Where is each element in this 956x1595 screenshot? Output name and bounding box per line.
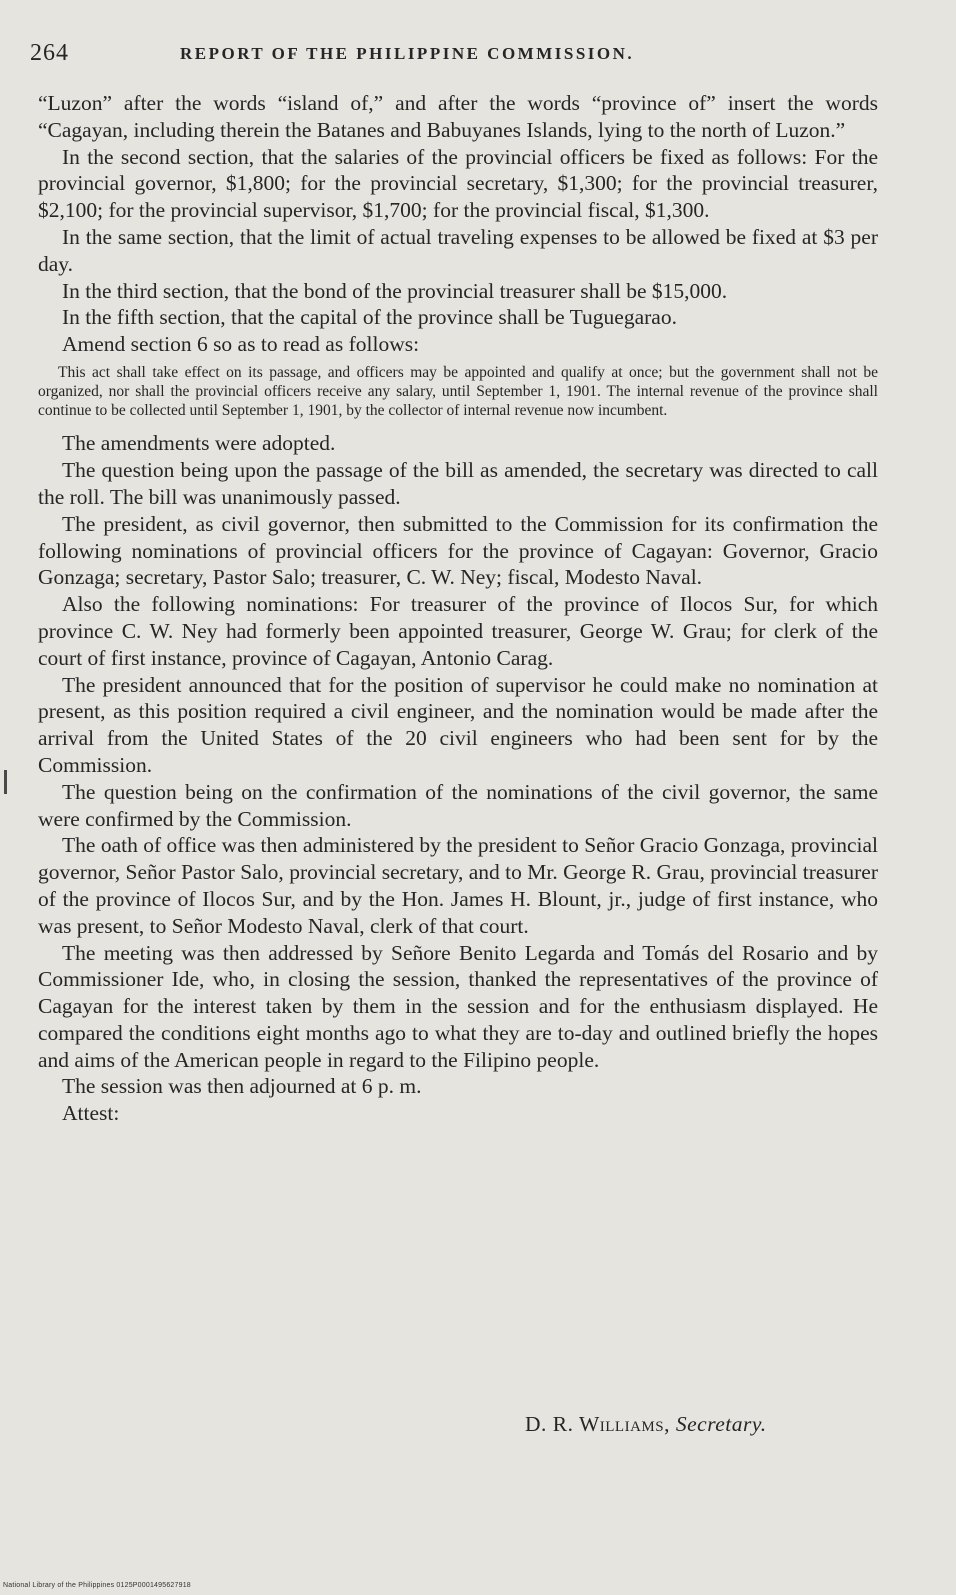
paragraph: In the third section, that the bond of the provincial treasurer shall be $15,000. [62, 278, 728, 303]
page-header [30, 40, 870, 70]
body-text [38, 90, 878, 1127]
signature-title: Secretary. [675, 1412, 767, 1436]
paragraph: The president announced that for the position of supervisor he could make no nomination at present, as this position required a civil engineer, and the nomination would be made after the arrival from the United States of the 20 civil engineers who had been sent for by the Commission. [38, 672, 878, 777]
paragraph: The meeting was then addressed by Señore Benito Legarda and Tomás del Rosario and by Commissioner Ide, who, in closing the session, thanked the representatives of the province of Cagayan for the interest taken by them in the session and for the enthusiasm displayed. He compared the conditions eight months ago to what they are to-day and outlined briefly the hopes and aims of the American people in regard to the Filipino people. [38, 940, 878, 1072]
paragraph: Amend section 6 so as to read as follows: [62, 332, 420, 357]
footer-credit: National Library of the Philippines 0125P0001495627918 [3, 1582, 191, 1589]
page-number: 264 [30, 40, 69, 66]
paragraph: The amendments were adopted. [62, 431, 336, 456]
paragraph: The president, as civil governor, then submitted to the Commission for its confirmation the following nominations of provincial officers for the province of Cagayan: Governor, Gracio Gonzaga; secretary, Pastor Salo; treasurer, C. W. Ney; fiscal, Modesto Naval. [38, 511, 878, 590]
signature [525, 1412, 767, 1437]
paragraph: The oath of office was then administered by the president to Señor Gracio Gonzaga, provincial governor, Señor Pastor Salo, provincial secretary, and to Mr. George R. Grau, provincial treasurer of the province of Ilocos Sur, and by the Hon. James H. Blount, jr., judge of first instance, who was present, to Señor Modesto Naval, clerk of that court. [38, 833, 878, 938]
paragraph: In the fifth section, that the capital of the province shall be Tuguegarao. [62, 305, 677, 330]
quoted-section: This act shall take effect on its passage, and officers may be appointed and qualify at once; but the government shall not be organized, nor shall the provincial officers receive any salary, until September 1, 1901. The internal revenue of the province shall continue to be collected until September 1, 1901, by the collector of internal revenue now incumbent. [38, 363, 878, 419]
running-title: REPORT OF THE PHILIPPINE COMMISSION. [180, 44, 635, 63]
paragraph: “Luzon” after the words “island of,” and after the words “province of” insert the words “Cagayan, including therein the Batanes and Babuyanes Islands, lying to the north of Luzon.” [38, 91, 878, 142]
paragraph: In the second section, that the salaries of the provincial officers be fixed as follows: For the provincial governor, $1,800; for the provincial secretary, $1,300; for the provincial treasurer, $2,100; for the provincial supervisor, $1,700; for the provincial fiscal, $1,300. [38, 144, 878, 223]
signature-name: D. R. Williams, [525, 1412, 670, 1436]
paragraph: Attest: [62, 1101, 120, 1126]
paragraph: Also the following nominations: For treasurer of the province of Ilocos Sur, for which province C. W. Ney had formerly been appointed treasurer, George W. Grau; for clerk of the court of first instance, province of Cagayan, Antonio Carag. [38, 592, 878, 670]
margin-mark [4, 770, 7, 794]
paragraph: In the same section, that the limit of actual traveling expenses to be allowed be fixed at $3 per day. [38, 224, 878, 276]
paragraph: The question being on the confirmation of the nominations of the civil governor, the same were confirmed by the Commission. [38, 779, 878, 831]
paragraph: The session was then adjourned at 6 p. m. [62, 1074, 422, 1099]
paragraph: The question being upon the passage of the bill as amended, the secretary was directed to call the roll. The bill was unanimously passed. [38, 458, 878, 509]
